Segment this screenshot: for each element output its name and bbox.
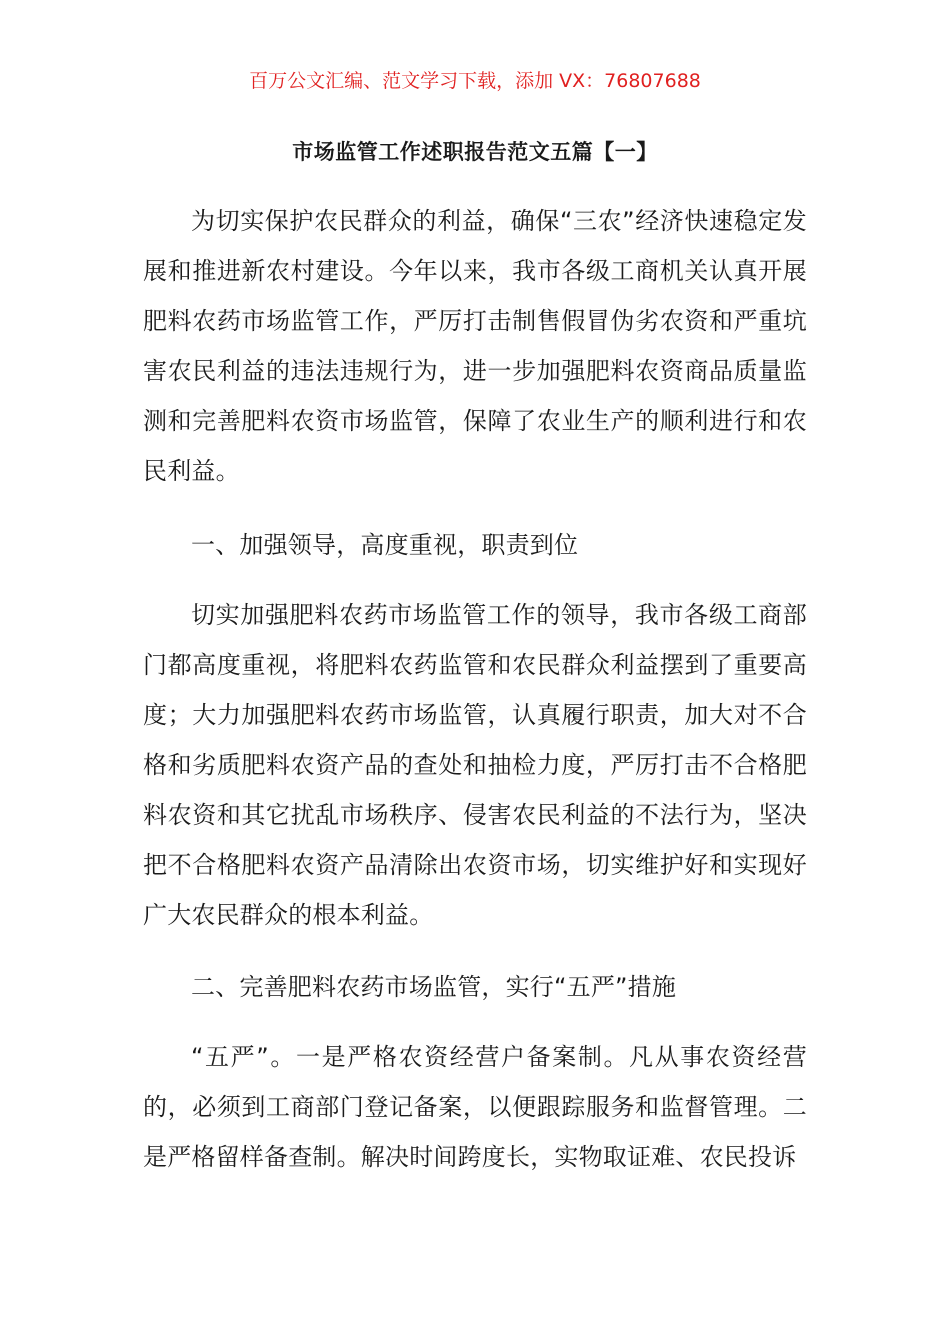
section-1-body <box>143 590 807 940</box>
paragraph-section-1: 切实加强肥料农药市场监管工作的领导，我市各级工商部门都高度重视，将肥料农药监管和农民群众利益摆到了重要高度；大力加强肥料农药市场监管，认真履行职责，加大对不合格和劣质肥料农资产品的查处和抽检力度，严厉打击不合格肥料农资和其它扰乱市场秩序、侵害农民利益的不法行为，坚决把不合格肥料农资产品清除出农资市场，切实维护好和实现好广大农民群众的根本利益。 <box>143 601 807 929</box>
section-heading-1-wrap <box>143 520 807 570</box>
document-title: 市场监管工作述职报告范文五篇【一】 <box>292 140 658 164</box>
section-heading-1: 一、加强领导，高度重视，职责到位 <box>191 531 579 559</box>
section-2-body <box>143 1032 807 1182</box>
section-heading-2-wrap <box>143 962 807 1012</box>
paragraph-section-2: “五严”。一是严格农资经营户备案制。凡从事农资经营的，必须到工商部门登记备案，以便跟踪服务和监督管理。二是严格留样备查制。解决时间跨度长，实物取证难、农民投诉 <box>143 1043 807 1171</box>
paragraph-intro: 为切实保护农民群众的利益，确保“三农”经济快速稳定发展和推进新农村建设。今年以来，我市各级工商机关认真开展肥料农药市场监管工作，严厉打击制售假冒伪劣农资和严重坑害农民利益的违法违规行为，进一步加强肥料农资商品质量监测和完善肥料农资市场监管，保障了农业生产的顺利进行和农民利益。 <box>143 207 807 485</box>
document-body <box>143 196 807 496</box>
promo-banner: 百万公文汇编、范文学习下载，添加 VX：76807688 <box>249 70 701 92</box>
section-heading-2: 二、完善肥料农药市场监管，实行“五严”措施 <box>191 973 677 1001</box>
